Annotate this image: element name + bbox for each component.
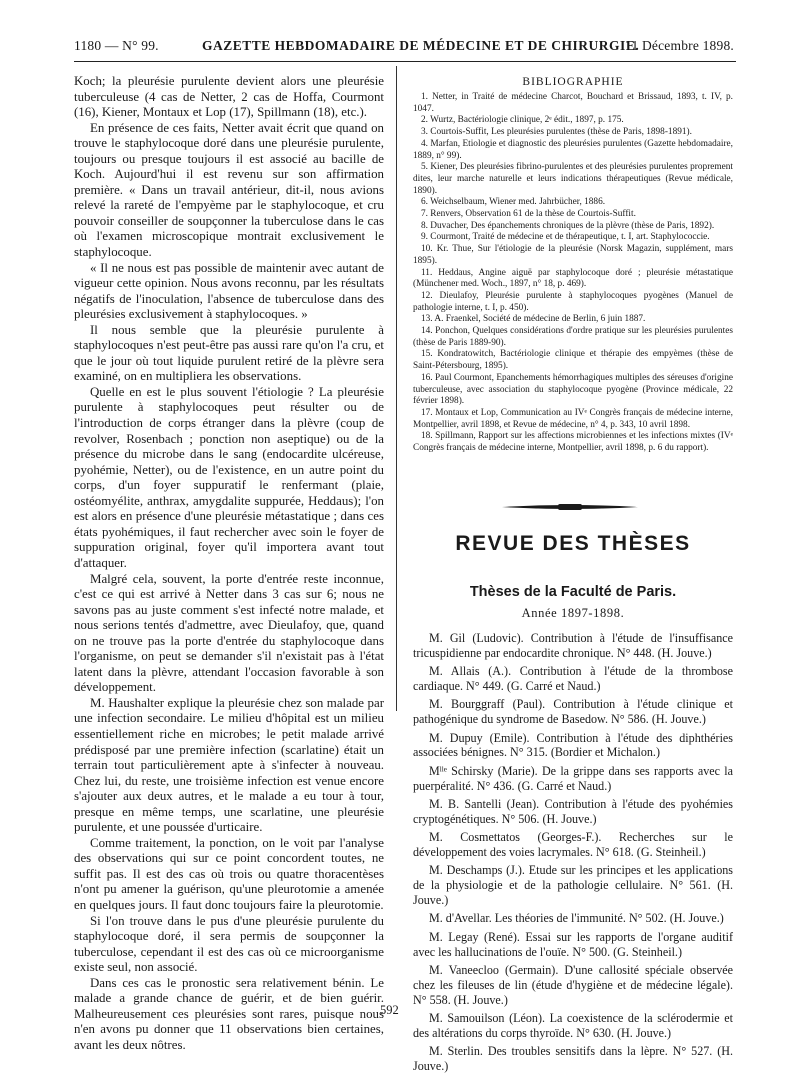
- bibliography-entry: 8. Duvacher, Des épanchements chroniques de la plèvre (thèse de Paris, 1892).: [421, 220, 715, 231]
- thesis-entry: M. B. Santelli (Jean). Contribution à l'étude des pyohémies cryptogénétiques. N° 506. (H. Jouve.): [413, 796, 733, 826]
- bibliography-entry: 3. Courtois-Suffit, Les pleurésies purulentes (thèse de Paris, 1898-1891).: [421, 127, 692, 138]
- bibliography-title: BIBLIOGRAPHIE: [522, 76, 624, 88]
- bibliography-section: [413, 76, 733, 455]
- bibliography-entry: 4. Marfan, Etiologie et diagnostic des pleurésies purulentes (Gazette hebdomadaire, 1889, n° 99).: [413, 138, 733, 161]
- bibliography-list: [413, 92, 733, 455]
- thesis-entry: M. Legay (René). Essai sur les rapports de l'organe auditif avec les hallucinations de l'ouïe. N° 500. (G. Steinheil.): [413, 929, 733, 959]
- section-title: REVUE DES THÈSES: [455, 532, 691, 555]
- article-paragraph: « Il ne nous est pas possible de maintenir avec autant de vigueur cette opinion. Nous avons reconnu, par les résultats négatifs de l'inoculation, l'absence de tuberculose dans des pleurésies exclusivement à staphylocoques. »: [74, 260, 384, 322]
- bibliography-entry: 13. A. Fraenkel, Société de médecine de Berlin, 6 juin 1887.: [421, 314, 646, 325]
- thesis-entry: M. Deschamps (J.). Etude sur les principes et les applications de la physiologie et de la pathologie cellulaire. N° 561. (H. Jouve.): [413, 863, 733, 907]
- header-rule: [74, 61, 736, 62]
- thesis-entry: M. Bourggraff (Paul). Contribution à l'étude clinique et pathogénique du syndrome de Basedow. N° 586. (H. Jouve.): [413, 697, 733, 727]
- bibliography-entry: 5. Kiener, Des pleurésies fibrino-purulentes et des pleurésies purulentes proprement dites, leur marche naturelle et leurs indications thérapeutiques (Revue médicale, 1890).: [413, 162, 733, 196]
- bibliography-entry: 7. Renvers, Observation 61 de la thèse de Courtois-Suffit.: [421, 209, 636, 220]
- article-paragraph: Il nous semble que la pleurésie purulente à staphylocoques n'est peut-être pas aussi rare qu'on l'a cru, et que le jour où tout liquide purulent retiré de la plèvre sera examiné, on en multipliera les observations.: [74, 322, 384, 384]
- bibliography-entry: 12. Dieulafoy, Pleurésie purulente à staphylocoques pyogènes (Manuel de pathologie interne, t. I, p. 450).: [413, 290, 733, 313]
- academic-year: Année 1897-1898.: [521, 606, 625, 620]
- bibliography-entry: 6. Weichselbaum, Wiener med. Jahrbücher, 1886.: [421, 197, 606, 208]
- left-column-article: [74, 74, 384, 1053]
- article-paragraph: Si l'on trouve dans le pus d'une pleurésie purulente du staphylocoque doré, il sera permis de soupçonner la tuberculose, cependant il est des cas où ce microorganisme existe seul, non associé.: [74, 913, 384, 975]
- thesis-entry: M. Samouilson (Léon). La coexistence de la sclérodermie et des altérations du corps thyroïde. N° 630. (H. Jouve.): [413, 1010, 733, 1040]
- thesis-entry: M. Sterlin. Des troubles sensitifs dans la lèpre. N° 527. (H. Jouve.): [413, 1044, 733, 1073]
- article-paragraph: M. Haushalter explique la pleurésie chez son malade par une infection secondaire. Le milieu d'hôpital est un milieu essentiellement riche en microbes; le petit malade arrivé prédisposé par une première infection (scarlatine) était un terrain tout particulièrement apte à s'infecter à nouveau. Chez lui, du reste, une troisième infection est venue encore s'ajouter aux deux autres, et le malade a eu tour à tour, presque en même temps, une scarlatine, une pleurésie purulente, et une poussée d'urticaire.: [74, 695, 384, 835]
- thesis-entry: M. d'Avellar. Les théories de l'immunité. N° 502. (H. Jouve.): [429, 911, 724, 926]
- bibliography-entry: 2. Wurtz, Bactériologie clinique, 2ᵉ édit., 1897, p. 175.: [421, 115, 624, 126]
- section-ornament: [500, 500, 640, 514]
- bibliography-entry: 18. Spillmann, Rapport sur les affections microbiennes et les infections mixtes (IVᵉ Congrès français de médecine interne, Montpellier, avril 1898, p. 6 du rapport).: [413, 431, 733, 454]
- bibliography-entry: 16. Paul Courmont, Epanchements hémorrhagiques multiples des séreuses d'origine tuberculeuse, avec association du staphylocoque pyogène (Province médicale, 22 février 1898).: [413, 372, 733, 407]
- bibliography-entry: 14. Ponchon, Quelques considérations d'ordre pratique sur les pleurésies purulentes (thèse de Paris 1889-90).: [413, 326, 733, 348]
- article-paragraph: En présence de ces faits, Netter avait écrit que quand on trouve le staphylocoque doré dans une pleurésie purulente, toujours ou presque toujours il est associé au bacille de Koch. Aujourd'hui il est revenu sur son affirmation première. « Dans un travail antérieur, dit-il, nous avions relevé la rareté de l'empyème par le staphylocoque, et cru pouvoir conseiller de soupçonner la tuberculose dans le cas où l'examen microscopique montrait exclusivement le staphylocoque.: [74, 120, 384, 260]
- bibliography-entry: 9. Courmont, Traité de médecine et de thérapeutique, t. I, art. Staphylococcie.: [421, 232, 710, 243]
- thesis-entry: M. Cosmettatos (Georges-F.). Recherches sur le développement des voies lacrymales. N° 618. (G. Steinheil.): [413, 830, 733, 859]
- thesis-entry: Mˡˡᵉ Schirsky (Marie). De la grippe dans ses rapports avec la puerpéralité. N° 436. (G. Carré et Naud.): [413, 763, 733, 793]
- running-header: [74, 38, 734, 60]
- article-paragraph: Malgré cela, souvent, la porte d'entrée reste inconnue, c'est ce qui est arrivé à Netter dans 3 cas sur 6; nous ne savons pas au juste comment s'est infecté notre malade, et nous serions tentés d'admettre, avec Dieulafoy, que, quand on ne trouve pas la porte d'entrée du staphylocoque dans l'organisme, on peut se demander s'il n'existait pas à l'état latent dans la plèvre, attendant l'occasion favorable à son développement.: [74, 571, 384, 695]
- article-paragraph: Comme traitement, la ponction, on le voit par l'analyse des observations qui sur ce point concordent toutes, ne suffit pas. Il est des cas où trois ou quatre thoracentèses n'ont pu amener la guérison, qu'une pleurotomie a amenée en quelques jours. Il faut donc toujours faire la pleurotomie.: [74, 835, 384, 912]
- thesis-entry: M. Dupuy (Emile). Contribution à l'étude des diphthéries associées bénignes. N° 315. (Bordier et Michalon.): [413, 730, 733, 760]
- article-paragraph: Koch; la pleurésie purulente devient alors une pleurésie tuberculeuse (4 cas de Netter, 2 cas de Hoffa, Courmont (16), Kiener, Montaux et Lop (17), Spillmann (18), etc.).: [74, 74, 384, 120]
- bibliography-entry: 17. Montaux et Lop, Communication au IVᵉ Congrès français de médecine interne, Montpellier, avril 1898, et Revue de médecine, n° 4, p. 343, 10 avril 1898.: [413, 407, 733, 430]
- column-divider: [396, 66, 397, 711]
- article-paragraph: Quelle en est le plus souvent l'étiologie ? La pleurésie purulente à staphylocoques peut résulter ou de l'introduction de corps étranger dans la plèvre (coup de revolver, Rosenbach ; ponction non aseptique) ou de la présence du microbe dans le sang (endocardite ulcéreuse, pyohémie, Netter), ou de l'existence, en un autre point du corps, d'un foyer suppuratif le renfermant (plaie, ostéomyélite, anthrax, amygdalite suppurée, Heddaus); l'on est alors en présence d'une pleurésie métastatique ; dans ces états pyohémiques, il faut rechercher avec soin le foyer de suppuration original, foyer qu'il importera avant tout d'attaquer.: [74, 384, 384, 570]
- issue-date: 11 Décembre 1898.: [625, 38, 734, 53]
- bibliography-entry: 15. Kondratowitch, Bactériologie clinique et thérapie des empyèmes (thèse de Saint-Pétersbourg, 1895).: [413, 349, 733, 372]
- page-number-issue: 1180 — N° 99.: [74, 38, 159, 53]
- thesis-entry: M. Allais (A.). Contribution à l'étude de la thrombose cardiaque. N° 449. (G. Carré et Naud.): [413, 664, 733, 694]
- section-subtitle: Thèses de la Faculté de Paris.: [469, 584, 677, 600]
- folio-number: 592: [380, 1003, 399, 1017]
- theses-list: [413, 631, 733, 1077]
- bibliography-entry: 1. Netter, in Traité de médecine Charcot, Bouchard et Brissaud, 1893, t. IV, p. 1047.: [413, 92, 733, 114]
- thesis-entry: M. Gil (Ludovic). Contribution à l'étude de l'insuffisance tricuspidienne par endocardite chronique. N° 448. (H. Jouve.): [413, 631, 733, 660]
- bibliography-entry: 10. Kr. Thue, Sur l'étiologie de la pleurésie (Norsk Magazin, supplément, mars 1895).: [413, 244, 733, 266]
- article-paragraph: Dans ces cas le pronostic sera relativement bénin. Le malade a grande chance de guérir, et de bien guérir. Malheureusement ces pleurésies sont rares, puisque nous n'en avons pu donner que 11 observations bien certaines, avant les deux nôtres.: [74, 975, 384, 1052]
- journal-title: GAZETTE HEBDOMADAIRE DE MÉDECINE ET DE CHIRURGIE.: [202, 38, 640, 53]
- bibliography-entry: 11. Heddaus, Angine aiguë par staphylocoque doré ; pleurésie métastatique (Münchener med. Woch., 1897, n° 18, p. 469).: [413, 267, 733, 290]
- thesis-entry: M. Vaneecloo (Germain). D'une callosité spéciale observée chez les fileuses de lin (étude d'hygiène et de médecine légale). N° 558. (H. Jouve.): [413, 962, 733, 1007]
